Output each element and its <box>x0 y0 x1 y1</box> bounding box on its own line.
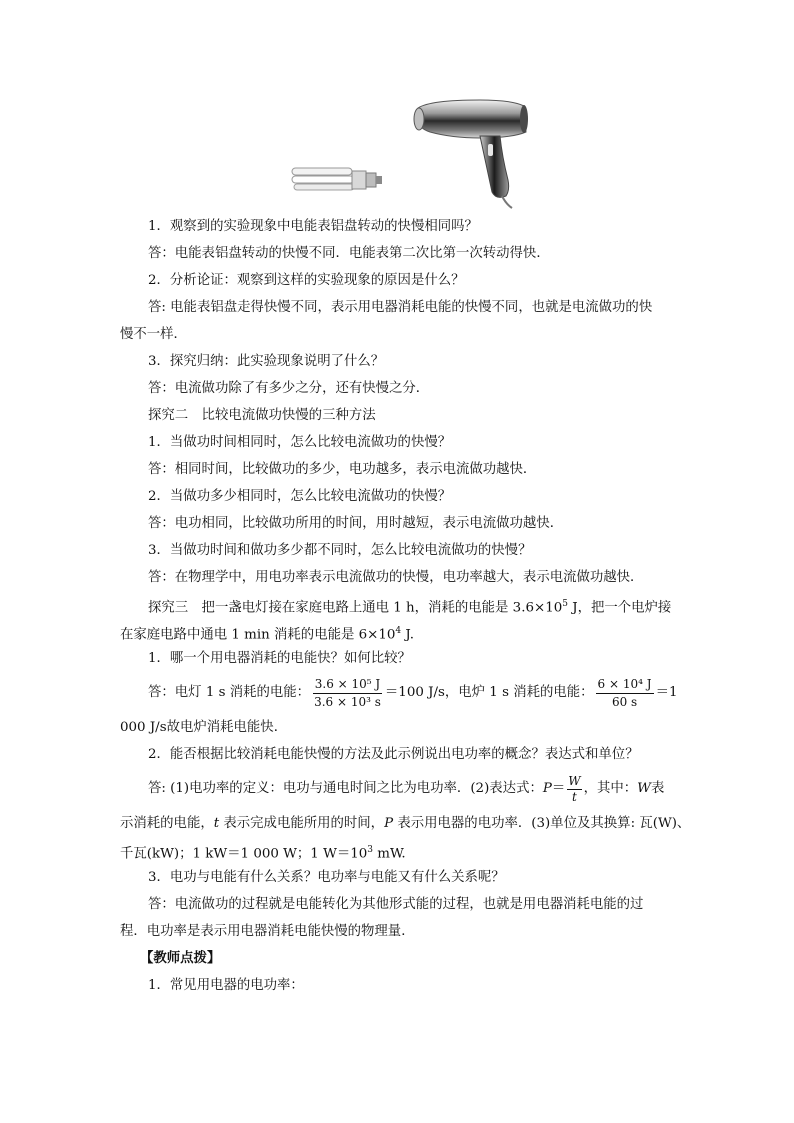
answer-7-middle: ＝100 J/s，电炉 1 s 消耗的电能： <box>384 685 594 700</box>
question-7: 1．哪一个用电器消耗的电能快？如何比较？ <box>148 651 411 666</box>
question-4: 1．当做功时间相同时，怎么比较电流做功的快慢？ <box>148 435 452 450</box>
answer-7-suffix: ＝1 <box>655 685 678 700</box>
heading-3-exponent-2: 4 <box>395 626 402 636</box>
question-5: 2．当做功多少相同时，怎么比较电流做功的快慢？ <box>148 489 452 504</box>
content <box>120 213 691 999</box>
answer-8-2-a: 示消耗的电能， <box>120 816 214 831</box>
answer-7-prefix: 答：电灯 1 s 消耗的电能： <box>148 685 311 700</box>
heading-3-text-b: J，把一个电炉接 <box>567 600 672 616</box>
answer-2-line-1: 答: 电能表铝盘走得快慢不同，表示用电器消耗电能的快慢不同，也就是电流做功的快 <box>148 300 653 315</box>
tip-item-1: 1．常见用电器的电功率： <box>148 978 304 993</box>
equals-sign: ＝ <box>551 781 566 796</box>
question-2: 2．分析论证：观察到这样的实验现象的原因是什么？ <box>148 273 465 288</box>
answer-8-2-c: 表示用电器的电功率．(3)单位及其换算: 瓦(W)、 <box>393 816 691 831</box>
question-6: 3．当做功时间和做功多少都不同时，怎么比较电流做功的快慢？ <box>148 543 532 558</box>
lamp-power-fraction <box>312 677 383 710</box>
answer-9-line-2: 程．电功率是表示用电器消耗电能快慢的物理量． <box>120 924 415 939</box>
work-symbol: W <box>637 781 651 796</box>
power-symbol: P <box>542 781 552 796</box>
answer-9-line-1: 答：电流做功的过程就是电能转化为其他形式能的过程，也就是用电器消耗电能的过 <box>148 897 644 912</box>
section-heading-3-line-1 <box>120 591 672 618</box>
teacher-tip-heading: 【教师点拨】 <box>140 950 221 966</box>
question-9: 3．电功与电能有什么关系？电功率与电能又有什么关系呢？ <box>148 870 505 885</box>
answer-7-line-2: 000 J/s故电炉消耗电能快． <box>120 720 288 735</box>
answer-8-2-b: 表示完成电能所用的时间， <box>219 816 385 831</box>
answer-7-line-1 <box>120 672 678 714</box>
formula-denominator: t <box>572 789 577 804</box>
answer-8-3-b: mW. <box>373 846 406 862</box>
answer-5: 答：电功相同，比较做功所用的时间，用时越短，表示电流做功越快． <box>148 516 564 531</box>
answer-4: 答：相同时间，比较做功的多少，电功越多，表示电流做功越快． <box>148 462 537 477</box>
heading-3-text-a: 探究三 把一盏电灯接在家庭电路上通电 1 h，消耗的电能是 3.6×10 <box>148 600 563 616</box>
answer-8-line-2 <box>120 810 691 837</box>
answer-8-line-3 <box>120 837 660 864</box>
question-8: 2．能否根据比较消耗电能快慢的方法及此示例说出电功率的概念？表达式和单位？ <box>148 747 639 762</box>
lamp-fraction-denominator: 3.6 × 10³ s <box>314 694 381 709</box>
stove-fraction-numerator: 6 × 10⁴ J <box>596 677 654 694</box>
section-heading-2: 探究二 比较电流做功快慢的三种方法 <box>148 408 376 423</box>
lamp-icon <box>292 168 382 190</box>
hair-dryer-icon <box>414 100 528 208</box>
answer-8-line-1 <box>120 768 665 810</box>
stove-fraction-denominator: 60 s <box>611 694 638 709</box>
formula-numerator: W <box>568 773 581 788</box>
heading-3-text-d: J. <box>401 627 414 643</box>
stove-power-fraction <box>596 677 654 710</box>
answer-8-where: ，其中： <box>583 781 638 796</box>
power-symbol-2: P <box>384 816 394 831</box>
heading-3-text-c: 在家庭电路中通电 1 min 消耗的电能是 6×10 <box>120 627 396 643</box>
time-symbol: t <box>213 816 220 831</box>
answer-1: 答：电能表铝盘转动的快慢不同．电能表第二次比第一次转动得快． <box>148 246 550 261</box>
answer-2-line-2: 慢不一样． <box>120 327 187 342</box>
power-formula-fraction <box>567 774 581 805</box>
section-heading-3-line-2 <box>120 618 660 645</box>
answer-8-3-a: 千瓦(kW)；1 kW＝1 000 W；1 W＝10 <box>120 846 368 862</box>
answer-8-suffix: 表 <box>650 781 665 796</box>
answer-6: 答：在物理学中，用电功率表示电流做功的快慢，电功率越大，表示电流做功越快． <box>148 570 644 585</box>
answer-3: 答：电流做功除了有多少之分，还有快慢之分． <box>148 381 430 396</box>
question-3: 3．探究归纳：此实验现象说明了什么？ <box>148 354 385 369</box>
answer-8-exponent: 3 <box>367 845 373 855</box>
lamp-fraction-numerator: 3.6 × 10⁵ J <box>313 677 382 694</box>
answer-8-prefix: 答: (1)电功率的定义：电功与通电时间之比为电功率．(2)表达式： <box>148 781 543 796</box>
appliance-figure <box>280 92 540 212</box>
question-1: 1．观察到的实验现象中电能表铝盘转动的快慢相同吗？ <box>148 219 478 234</box>
heading-3-exponent-1: 5 <box>562 599 568 609</box>
